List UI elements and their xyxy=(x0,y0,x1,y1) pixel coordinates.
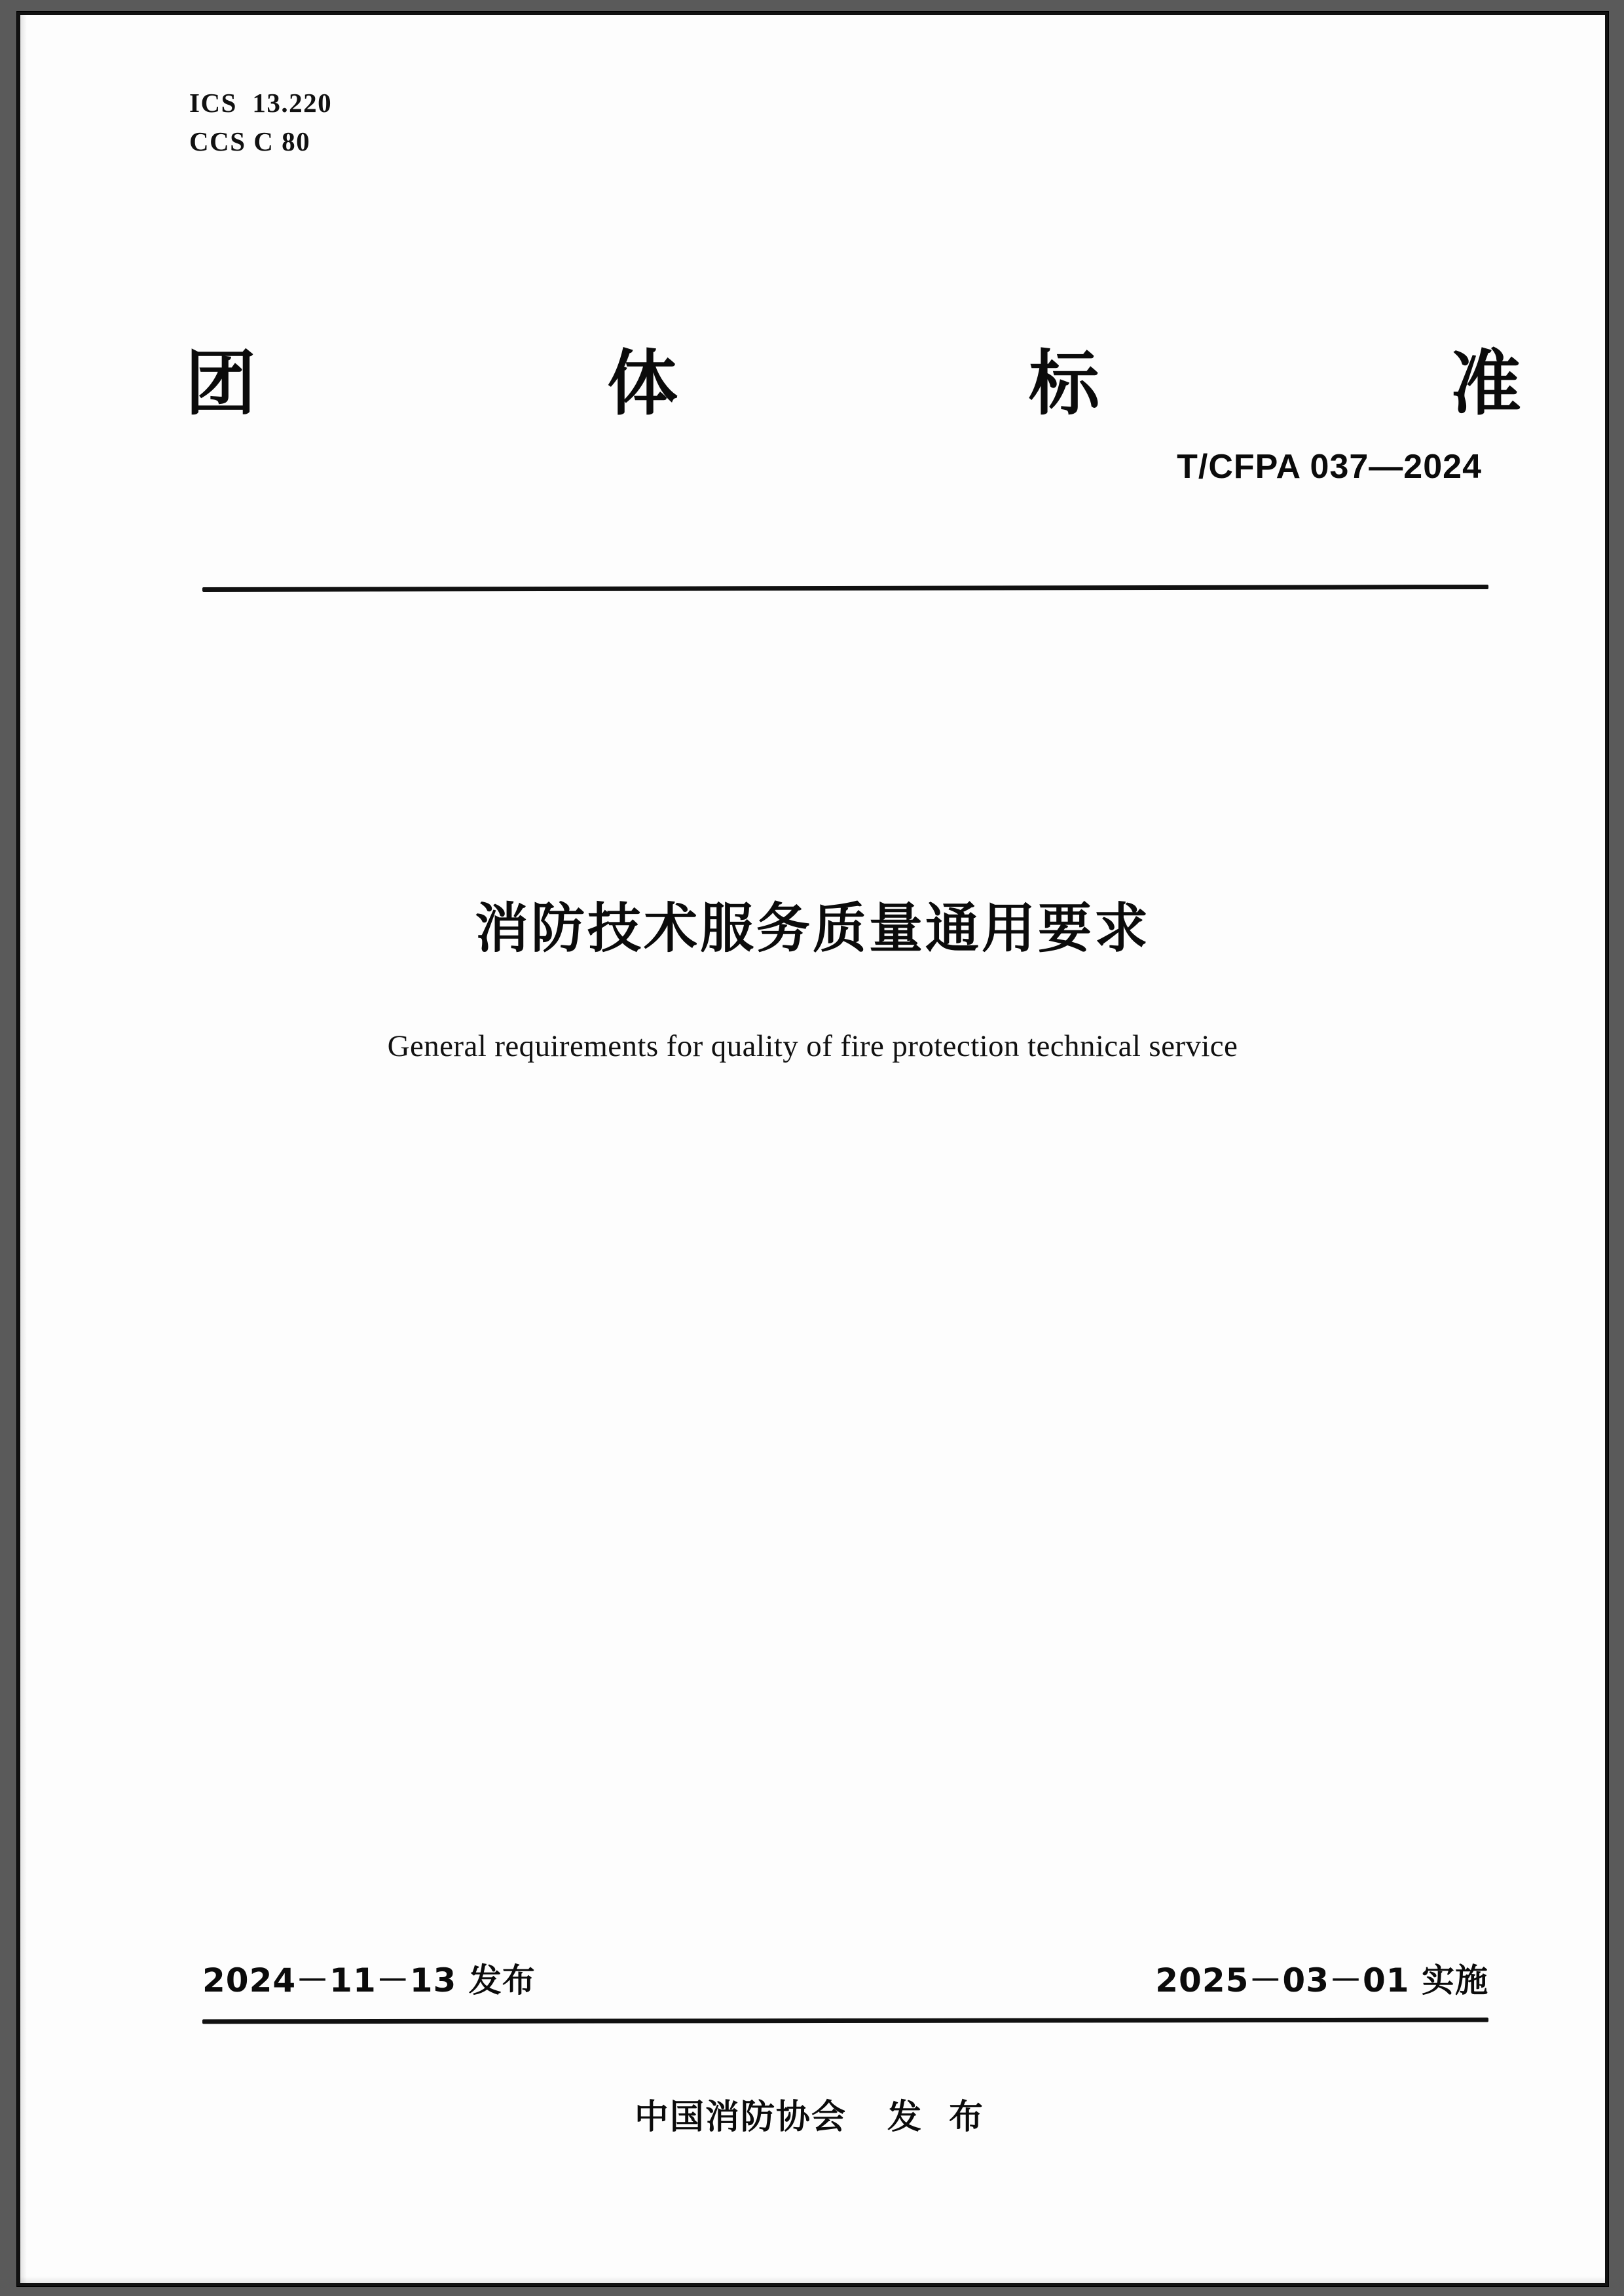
publisher-name: 中国消防协会 xyxy=(634,2098,847,2137)
standard-type-heading xyxy=(185,343,1521,425)
standard-number: T/CFPA 037—2024 xyxy=(1177,448,1482,486)
header-divider xyxy=(202,585,1488,592)
title-chinese: 消防技术服务质量通用要求 xyxy=(474,898,1151,960)
heading-char-4: 准 xyxy=(1450,343,1521,425)
title-english: General requirements for quality of fire protection technical service xyxy=(387,1029,1238,1063)
issue-date: 2024－11－13 发布 xyxy=(202,1961,536,1999)
heading-char-3: 标 xyxy=(1028,343,1099,425)
heading-char-2: 体 xyxy=(606,343,678,425)
footer-divider xyxy=(202,2018,1488,2024)
effective-date: 2025－03－01 实施 xyxy=(1155,1961,1488,1999)
page-content xyxy=(20,15,1605,2283)
publisher-row xyxy=(20,2089,1605,2138)
heading-char-1: 团 xyxy=(185,343,257,425)
document-page xyxy=(17,12,1608,2286)
classification-block xyxy=(189,84,332,162)
page-edge-shading-left xyxy=(20,15,27,2283)
publish-label: 发 布 xyxy=(887,2098,991,2137)
date-row xyxy=(202,1954,1488,2001)
page-edge-shading-bottom xyxy=(20,2276,1605,2283)
ccs-line: CCS C 80 xyxy=(189,126,311,157)
ics-line: ICS 13.220 xyxy=(189,88,333,118)
